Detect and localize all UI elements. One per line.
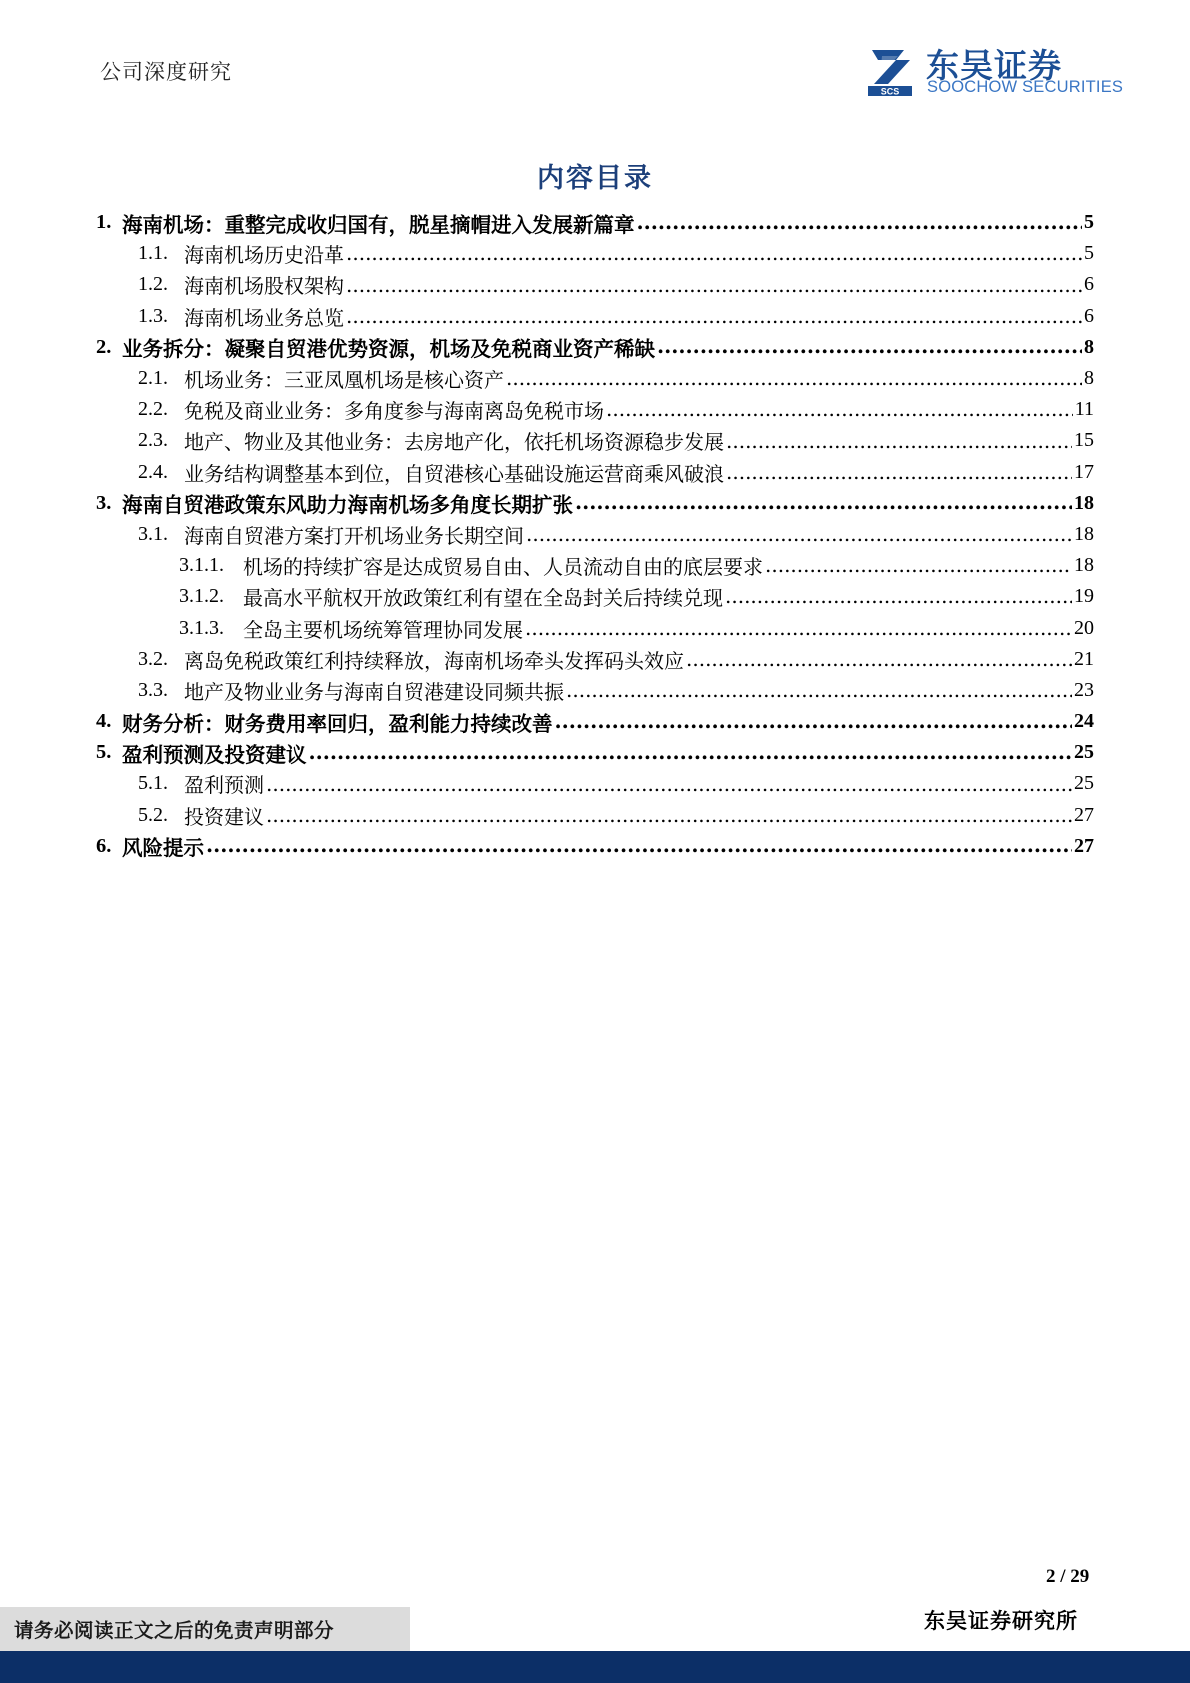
- toc-entry-number: 1.3.: [138, 304, 168, 327]
- toc-entry-page: 5: [1084, 211, 1094, 234]
- toc-entry-page: 18: [1074, 522, 1094, 545]
- toc-entry[interactable]: [96, 425, 1094, 456]
- toc-entry-title: 机场业务：三亚凤凰机场是核心资产: [184, 368, 504, 393]
- toc-entry-title: 业务拆分：凝聚自贸港优势资源，机场及免税商业资产稀缺: [122, 337, 655, 362]
- toc-entry-number: 3.1.3.: [179, 616, 224, 639]
- logo-chinese-name: 东吴证券: [926, 46, 1062, 85]
- toc-entry-number: 1.2.: [138, 273, 168, 296]
- toc-entry-page: 6: [1084, 273, 1094, 296]
- toc-entry-title: 机场的持续扩容是达成贸易自由、人员流动自由的底层要求: [243, 555, 763, 580]
- toc-entry[interactable]: [96, 768, 1094, 799]
- toc-dot-leader: [346, 306, 1082, 332]
- toc-entry[interactable]: [96, 488, 1094, 519]
- toc-entry-number: 3.3.: [138, 678, 168, 701]
- toc-entry-title: 财务分析：财务费用率回归，盈利能力持续改善: [122, 711, 553, 736]
- toc-entry-title: 海南机场业务总览: [184, 305, 344, 330]
- toc-entry[interactable]: [96, 301, 1094, 332]
- toc-entry-number: 2.1.: [138, 367, 168, 390]
- toc-entry-title: 海南机场历史沿革: [184, 243, 344, 268]
- toc-entry-number: 3.1.: [138, 522, 168, 545]
- toc-entry-page: 27: [1074, 803, 1094, 826]
- toc-dot-leader: [725, 586, 1072, 612]
- toc-entry[interactable]: [96, 612, 1094, 643]
- toc-dot-leader: [346, 243, 1082, 269]
- toc-dot-leader: [657, 336, 1082, 363]
- toc-entry-title: 业务结构调整基本到位，自贸港核心基础设施运营商乘风破浪: [184, 461, 724, 486]
- toc-entry-page: 23: [1074, 678, 1094, 701]
- toc-dot-leader: [266, 774, 1072, 800]
- toc-entry-page: 6: [1084, 304, 1094, 327]
- toc-entry-page: 25: [1074, 772, 1094, 795]
- toc-entry[interactable]: [96, 457, 1094, 488]
- toc-entry-number: 3.1.1.: [179, 554, 224, 577]
- toc-entry-number: 4.: [96, 710, 112, 733]
- toc-entry-page: 25: [1074, 741, 1094, 764]
- toc-dot-leader: [726, 431, 1072, 457]
- toc-entry[interactable]: [96, 706, 1094, 737]
- toc-entry-page: 15: [1074, 429, 1094, 452]
- logo-english-name: SOOCHOW SECURITIES: [927, 78, 1124, 96]
- footer-bar: [0, 1651, 1190, 1683]
- table-of-contents: [96, 207, 1094, 862]
- toc-dot-leader: [506, 368, 1082, 394]
- scs-logo-icon: [868, 44, 912, 98]
- disclaimer-text: 请务必阅读正文之后的免责声明部分: [14, 1619, 335, 1642]
- toc-entry-page: 27: [1074, 834, 1094, 857]
- toc-entry-page: 11: [1074, 398, 1094, 421]
- toc-entry[interactable]: [96, 519, 1094, 550]
- toc-entry[interactable]: [96, 269, 1094, 300]
- toc-entry-title: 海南机场：重整完成收归国有，脱星摘帽进入发展新篇章: [122, 212, 635, 237]
- toc-entry-title: 地产及物业业务与海南自贸港建设同频共振: [184, 679, 564, 704]
- toc-entry-page: 5: [1084, 242, 1094, 265]
- toc-entry-number: 3.1.2.: [179, 585, 224, 608]
- toc-entry-title: 离岛免税政策红利持续释放，海南机场牵头发挥码头效应: [184, 648, 684, 673]
- toc-entry[interactable]: [96, 332, 1094, 363]
- toc-entry-title: 风险提示: [122, 836, 204, 861]
- toc-entry-page: 18: [1074, 491, 1094, 514]
- toc-entry-number: 2.: [96, 335, 112, 358]
- toc-entry[interactable]: [96, 207, 1094, 238]
- logo-mark-text: SCS: [880, 86, 900, 97]
- toc-entry[interactable]: [96, 238, 1094, 269]
- toc-dot-leader: [765, 555, 1072, 581]
- toc-entry-title: 海南自贸港方案打开机场业务长期空间: [184, 523, 524, 548]
- toc-dot-leader: [575, 492, 1072, 519]
- toc-entry[interactable]: [96, 737, 1094, 768]
- toc-entry-number: 6.: [96, 834, 112, 857]
- toc-entry-number: 5.1.: [138, 772, 168, 795]
- toc-entry[interactable]: [96, 581, 1094, 612]
- toc-entry[interactable]: [96, 394, 1094, 425]
- toc-entry-number: 2.2.: [138, 398, 168, 421]
- toc-dot-leader: [606, 399, 1073, 425]
- toc-entry-number: 1.1.: [138, 242, 168, 265]
- toc-entry-page: 20: [1074, 616, 1094, 639]
- toc-entry-title: 投资建议: [184, 804, 264, 829]
- toc-entry-page: 21: [1074, 647, 1094, 670]
- toc-entry-title: 免税及商业业务：多角度参与海南离岛免税市场: [184, 399, 604, 424]
- toc-dot-leader: [526, 524, 1072, 550]
- toc-entry-number: 2.4.: [138, 460, 168, 483]
- toc-dot-leader: [309, 742, 1073, 769]
- toc-entry-title: 海南自贸港政策东风助力海南机场多角度长期扩张: [122, 493, 573, 518]
- toc-entry-title: 盈利预测及投资建议: [122, 742, 307, 767]
- report-type-label: 公司深度研究: [100, 60, 232, 84]
- toc-entry-title: 全岛主要机场统筹管理协同发展: [243, 617, 523, 642]
- toc-entry-page: 24: [1074, 710, 1094, 733]
- toc-entry-number: 5.: [96, 741, 112, 764]
- toc-dot-leader: [206, 835, 1072, 862]
- toc-entry-number: 1.: [96, 211, 112, 234]
- toc-entry[interactable]: [96, 550, 1094, 581]
- toc-entry-page: 17: [1074, 460, 1094, 483]
- toc-entry-page: 18: [1074, 554, 1094, 577]
- toc-entry-number: 5.2.: [138, 803, 168, 826]
- toc-entry[interactable]: [96, 675, 1094, 706]
- disclaimer-banner: [0, 1607, 410, 1651]
- toc-dot-leader: [266, 805, 1072, 831]
- toc-entry-page: 19: [1074, 585, 1094, 608]
- toc-dot-leader: [686, 649, 1072, 675]
- toc-entry[interactable]: [96, 363, 1094, 394]
- toc-entry-number: 2.3.: [138, 429, 168, 452]
- toc-dot-leader: [346, 275, 1082, 301]
- toc-title: 内容目录: [537, 163, 653, 194]
- toc-entry-title: 地产、物业及其他业务：去房地产化，依托机场资源稳步发展: [184, 430, 724, 455]
- toc-dot-leader: [726, 462, 1072, 488]
- toc-dot-leader: [566, 680, 1072, 706]
- toc-dot-leader: [637, 212, 1083, 239]
- company-logo: [868, 44, 1124, 100]
- toc-entry[interactable]: [96, 831, 1094, 862]
- page-indicator: 2 / 29: [1046, 1566, 1090, 1587]
- toc-dot-leader: [555, 711, 1073, 738]
- toc-entry-number: 3.2.: [138, 647, 168, 670]
- toc-entry-title: 盈利预测: [184, 773, 264, 798]
- toc-entry[interactable]: [96, 644, 1094, 675]
- toc-entry-number: 3.: [96, 491, 112, 514]
- toc-dot-leader: [525, 618, 1072, 644]
- toc-entry-title: 最高水平航权开放政策红利有望在全岛封关后持续兑现: [243, 586, 723, 611]
- toc-entry-title: 海南机场股权架构: [184, 274, 344, 299]
- toc-entry[interactable]: [96, 800, 1094, 831]
- toc-entry-page: 8: [1084, 367, 1094, 390]
- toc-entry-page: 8: [1084, 335, 1094, 358]
- institute-name: 东吴证券研究所: [924, 1608, 1078, 1633]
